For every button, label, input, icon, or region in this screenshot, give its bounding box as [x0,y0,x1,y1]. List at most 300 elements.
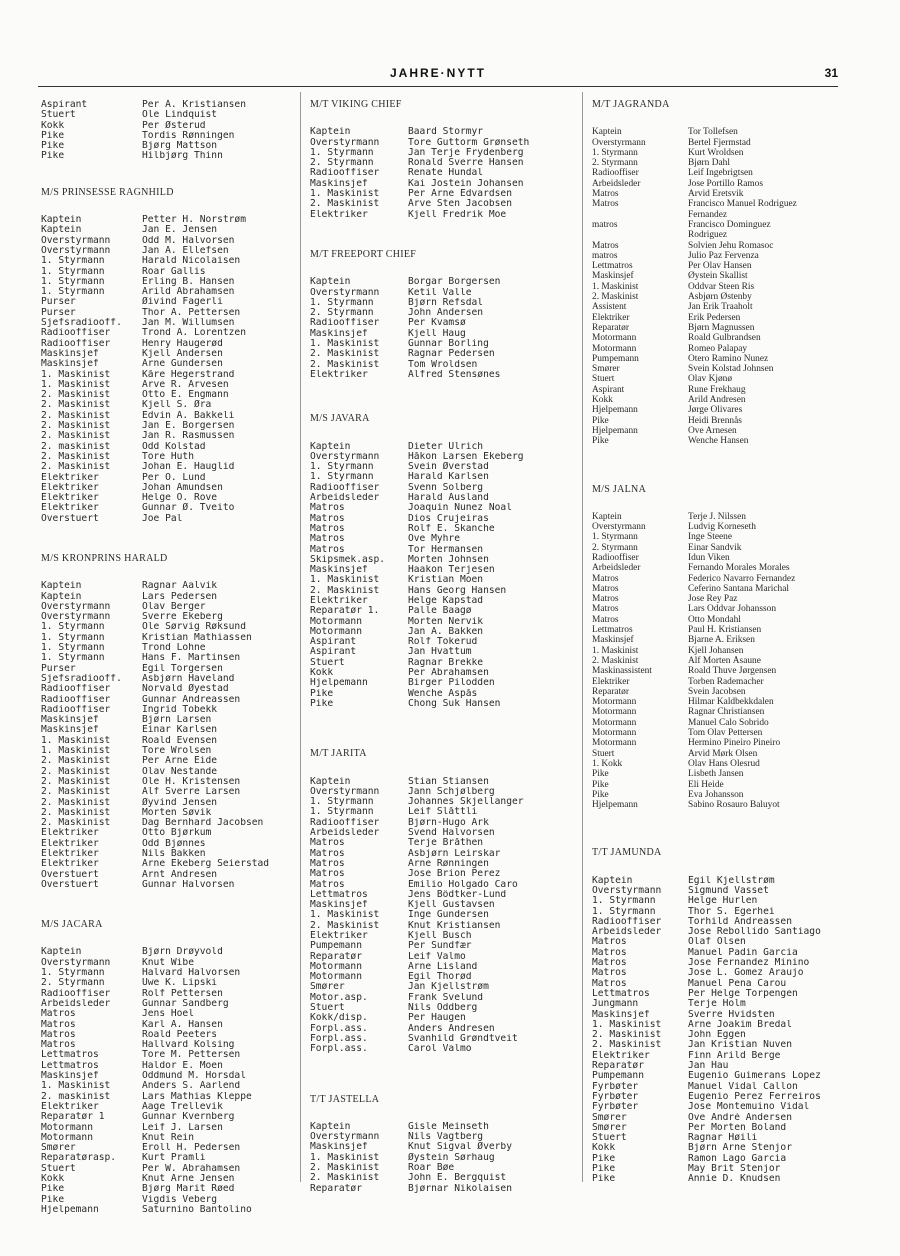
crew-rank: Kokk/disp. [310,1013,368,1024]
crew-row [592,405,842,415]
crew-name: Knut Wibe [142,957,194,968]
crew-name: Jan Hau [688,1061,729,1072]
crew-row [310,962,572,972]
crew-row [592,292,842,302]
crew-rank: Radiooffiser [310,817,380,828]
crew-row [592,958,842,968]
crew-row [41,359,291,369]
crew-name: Jose L. Gomez Araujo [688,968,804,979]
crew-row [592,886,842,896]
crew-name: Finn Arild Berge [688,1050,781,1061]
ship-name: M/T FREEPORT CHIEF [310,248,417,260]
crew-rank: Pumpemann [592,353,639,364]
crew-row [592,261,842,271]
crew-rank: Maskinsjef [592,271,634,282]
ship-section [41,188,291,524]
crew-rank: Motormann [41,1132,93,1143]
crew-name: Bjørn Arne Stenjor [688,1143,792,1154]
crew-row [41,1071,291,1081]
crew-rank: Matros [310,503,345,514]
crew-name: Annie D. Knudsen [688,1174,781,1185]
crew-name: Carol Valmo [408,1044,472,1055]
crew-name: Terje Holm [688,999,746,1010]
crew-row [310,777,572,787]
crew-rank: 1. Maskinist [310,910,380,921]
crew-name: Asbjørn Østenby [688,292,752,303]
crew-name: Fernando Morales Morales [688,563,790,574]
magazine-title: JAHRE·NYTT [389,66,486,80]
crew-row [310,689,572,699]
crew-rank: Radiooffiser [310,482,380,493]
crew-rank: Stuert [592,374,615,385]
crew-rank: 2. Maskinist [310,1163,380,1174]
crew-row [41,1102,291,1112]
crew-rank: Aspirant [592,384,625,395]
crew-row [592,241,842,251]
crew-row [41,798,291,808]
crew-rank: matros [592,219,618,230]
crew-row [41,267,291,277]
crew-row [310,575,572,585]
crew-row [592,646,842,656]
crew-row [41,503,291,513]
crew-row [310,699,572,709]
crew-row [592,522,842,532]
crew-name: Bjørg Marit Røed [142,1184,235,1195]
crew-rank: Elektriker [592,1050,650,1061]
crew-name: Olaf Olsen [688,937,746,948]
crew-rank: 2. Maskinist [41,766,111,777]
crew-rank: Motormann [592,738,637,749]
crew-name: Ove Arnesen [688,425,737,436]
crew-row [41,1164,291,1174]
crew-name: Hilmar Kaldbekkdalen [688,697,774,708]
crew-name: Per Kvamsø [408,318,466,329]
crew-row [592,220,842,230]
crew-name: Lars Oddvar Johansson [688,604,777,615]
crew-row [310,127,572,137]
crew-name: Tor Hermansen [408,544,484,555]
crew-name: Oddvar Steen Ris [688,281,755,292]
crew-rank: 2. Maskinist [310,359,380,370]
crew-rank: Arbeidsleder [592,178,641,189]
crew-rank: Matros [592,189,619,200]
crew-row [592,1102,842,1112]
crew-row [592,625,842,635]
crew-name: Bjørn Larsen [142,715,212,726]
crew-rank: 2. Styrmann [592,542,638,553]
crew-name: Tom Wroldsen [408,359,478,370]
crew-row [310,1132,572,1142]
crew-rank: Maskinsjef [310,565,368,576]
crew-row [41,612,291,622]
crew-name: Ragnar Pedersen [408,349,495,360]
crew-rank: 2. Maskinist [310,199,380,210]
crew-row [310,545,572,555]
crew-row [41,705,291,715]
crew-row [41,400,291,410]
crew-name: Dag Bernhard Jacobsen [142,818,264,829]
crew-name: Tordis Rønningen [142,130,235,141]
ship-section [310,100,572,220]
crew-row [592,594,842,604]
crew-name: Ragnar Høili [688,1133,758,1144]
crew-name: Kjell Johansen [688,645,744,656]
crew-rank: 1. Maskinist [310,339,380,350]
crew-name: Manuel Padin Garcia [688,947,798,958]
page-number: 31 [824,66,838,80]
crew-name: Gunnar Ø. Tveito [142,503,235,514]
crew-name: Roald Evensen [142,735,218,746]
crew-name: Bjørn Magnussen [688,322,755,333]
crew-name: Per Arne Edvardsen [408,189,512,200]
crew-rank: Reparatør 1 [41,1112,105,1123]
crew-name: Ove André Andersen [688,1112,792,1123]
crew-name: Uwe K. Lipski [142,978,218,989]
crew-row [41,870,291,880]
crew-row [310,972,572,982]
crew-rank: Fyrbøter [592,1091,639,1102]
crew-name: Sverre Hvidsten [688,1009,775,1020]
crew-rank: Matros [310,544,345,555]
crew-rank: Matros [310,879,345,890]
crew-name: Alfred Stensønes [408,369,501,380]
crew-row [592,1092,842,1102]
ship-section [592,848,842,1184]
crew-name: Egil Thorød [408,972,472,983]
crew-row [41,349,291,359]
crew-rank: Smører [592,1112,627,1123]
crew-row [41,297,291,307]
crew-rank: 1. Styrmann [310,297,374,308]
crew-rank: Smører [592,1122,627,1133]
crew-name: Jan E. Jensen [142,225,218,236]
crew-row [310,838,572,848]
crew-row [41,1040,291,1050]
crew-name: Kjell Busch [408,931,472,941]
crew-name: Øystein Sørhaug [408,1152,495,1163]
crew-row [41,643,291,653]
crew-row [41,308,291,318]
crew-rank: 2. maskinist [41,441,111,452]
crew-row [310,179,572,189]
crew-name: Johannes Skjellanger [408,797,524,808]
crew-name: John E. Bergquist [408,1173,507,1184]
crew-name: Egil Torgersen [142,663,223,674]
crew-rank: Stuert [592,748,615,759]
crew-row [592,1154,842,1164]
crew-name: May Brit Stenjor [688,1164,781,1175]
crew-name: Rodriguez [688,230,728,241]
crew-row [41,256,291,266]
crew-rank: Smører [310,982,345,993]
crew-rank: matros [592,250,618,261]
crew-rank: Pike [592,779,609,790]
crew-rank: Overstuert [41,513,99,524]
crew-row [310,189,572,199]
crew-rank: Pumpemann [310,941,362,952]
crew-rank: Radiooffiser [41,988,111,999]
crew-row [41,958,291,968]
crew-rank: Motormann [592,707,637,718]
crew-name: Norvald Øyestad [142,684,229,695]
crew-name: Per Morten Boland [688,1122,787,1133]
crew-row [310,534,572,544]
crew-row [592,604,842,614]
crew-row [592,896,842,906]
crew-name: Gunnar Halvorsen [142,879,235,890]
crew-rank: 1. Styrmann [41,256,105,267]
crew-row [41,828,291,838]
crew-row [310,952,572,962]
crew-row [310,849,572,859]
crew-name: Birger Pilodden [408,678,495,689]
crew-row [592,718,842,728]
crew-row [310,503,572,513]
crew-name: Anders Andresen [408,1023,495,1034]
crew-name: Frank Svelund [408,992,484,1003]
crew-rank: Kokk [592,395,613,406]
crew-name: Henry Haugerød [142,338,223,349]
crew-name: Ole Lindquist [142,110,218,121]
crew-rank: Lettmatros [592,261,633,272]
crew-rank [592,230,688,240]
crew-row [592,999,842,1009]
crew-row [41,736,291,746]
crew-name: Roar Gallis [142,266,206,277]
crew-rank: Pike [592,769,609,780]
crew-rank: Matros [41,1029,76,1040]
crew-row [592,1061,842,1071]
crew-name: Rolf Tokerud [408,637,478,648]
crew-name: Tom Olav Pettersen [688,728,763,739]
crew-rank: 2. Styrmann [592,158,638,169]
crew-name: Arvid Eretsvik [688,189,744,200]
crew-name: Ole Sørvig Røksund [142,622,246,633]
crew-rank: 1. Styrmann [41,276,105,287]
crew-rank: 1. Styrmann [41,287,105,298]
crew-rank: Lettmatros [41,1060,99,1071]
crew-rank: Matros [592,978,627,989]
crew-rank: Reparatør [310,1183,362,1194]
crew-rank: Pike [592,1153,616,1164]
crew-rank: Maskinsjef [41,1071,99,1082]
crew-name: Asbjørn Leirskar [408,848,501,859]
crew-row [41,100,291,110]
crew-rank: 2. Maskinist [310,349,380,360]
crew-rank: Matros [310,869,345,880]
crew-rank: Matros [592,937,627,948]
crew-name: Bjarne A. Eriksen [688,635,755,646]
crew-row [592,1123,842,1133]
crew-name: Leif Slåttli [408,807,478,818]
crew-row [41,1050,291,1060]
crew-rank: Motormann [310,626,362,637]
crew-name: Francisco Dominguez [688,219,771,230]
crew-rank: Maskinsjef [310,178,368,189]
crew-row [310,818,572,828]
crew-name: Borgar Borgersen [408,277,501,288]
crew-rank: Motormann [592,333,637,344]
crew-row [310,828,572,838]
crew-row [592,687,842,697]
crew-rank: 1. Maskinist [41,379,111,390]
crew-name: Øystein Skallist [688,271,748,282]
crew-row [592,271,842,281]
crew-name: Jørge Olivares [688,405,743,416]
crew-row [592,127,842,137]
crew-rank: Pike [41,141,65,152]
crew-row [41,215,291,225]
crew-name: Otto Mondahl [688,614,741,625]
crew-name: Svend Halvorsen [408,828,495,839]
crew-name: Sverre Ekeberg [142,612,223,623]
crew-row [592,948,842,958]
crew-name: Ragnar Christiansen [688,707,765,718]
crew-name: Ketil Valle [408,287,472,298]
crew-name: Erling B. Hansen [142,276,235,287]
crew-row [41,592,291,602]
crew-name: Petter H. Norstrøm [142,215,246,226]
crew-name: Helge Kapstad [408,595,484,606]
crew-row [41,633,291,643]
crew-name: Kjell S. Øra [142,400,212,411]
crew-rank: 2. Maskinist [592,1030,662,1041]
crew-rank: Matros [592,199,619,210]
crew-row [41,411,291,421]
crew-row [592,907,842,917]
crew-name: Olav Berger [142,601,206,612]
crew-name: Bjørn-Hugo Ark [408,817,489,828]
crew-rank: Arbeidsleder [310,493,380,504]
crew-name: John Eggen [688,1030,746,1041]
crew-name: Bjørn Drøyvold [142,947,223,958]
crew-name: Per Helge Torpengen [688,988,798,999]
crew-rank: Smører [41,1143,76,1154]
crew-row [592,759,842,769]
crew-name: Per O. Lund [142,472,206,483]
crew-name: Jan A. Bakken [408,626,484,637]
ship-name: T/T JASTELLA [310,1093,380,1105]
ship-section [41,554,291,890]
crew-row [41,246,291,256]
crew-rank [592,210,688,220]
crew-row [592,1071,842,1081]
crew-rank: Pike [592,415,609,426]
crew-row [41,370,291,380]
crew-rank: Pike [41,151,65,162]
crew-name: Aage Trellevik [142,1101,223,1112]
crew-row [310,370,572,380]
crew-rank: Sjefsradiooff. [41,673,122,684]
crew-row [310,329,572,339]
crew-row [41,442,291,452]
crew-name: Odd Kolstad [142,441,206,452]
crew-rank: Kaptein [592,875,633,886]
crew-name: Otto E. Engmann [142,390,229,401]
crew-rank: Overstyrmann [310,1132,380,1143]
crew-name: Knut Arne Jensen [142,1174,235,1185]
crew-name: Ramon Lago Garcia [688,1153,787,1164]
crew-rank: Matros [592,614,619,625]
crew-name: Anders S. Aarlend [142,1081,241,1092]
crew-name: Bjørn Refsdal [408,297,484,308]
crew-rank: Pike [310,698,334,709]
crew-row [310,1003,572,1013]
crew-row [592,436,842,446]
crew-name: Solvien Jehu Romasoc [688,240,774,251]
crew-row [592,543,842,553]
crew-name: Oddmund M. Horsdal [142,1071,246,1082]
crew-name: Hilbjørg Thinn [142,151,223,162]
crew-row [41,880,291,890]
crew-row [310,859,572,869]
crew-name: Jan R. Rasmussen [142,431,235,442]
crew-name: Kai Jostein Johansen [408,178,524,189]
crew-rank: Kaptein [41,591,82,602]
crew-name: Palle Baagø [408,606,472,617]
crew-rank: Forpl.ass. [310,1033,368,1044]
crew-name: Jan Kjellstrøm [408,982,489,993]
crew-name: Jan Terje Frydenberg [408,147,524,158]
crew-row [310,880,572,890]
crew-name: Arild Abrahamsen [142,287,235,298]
crew-row [592,876,842,886]
crew-row [41,287,291,297]
crew-rank: 2. maskinist [41,1091,111,1102]
crew-name: Ole H. Kristensen [142,776,241,787]
crew-name: Alf Morten Åsaune [688,655,761,666]
crew-name: Arne Lisland [408,961,478,972]
crew-rank: Pike [592,789,609,800]
crew-name: Morten Nervik [408,616,484,627]
crew-rank: Arbeidsleder [592,927,662,938]
crew-name: Kurt Wroldsen [688,147,744,158]
crew-rank: Pike [592,436,609,447]
crew-row [592,179,842,189]
crew-row [310,1173,572,1183]
crew-row [41,581,291,591]
crew-rank: 2. Maskinist [41,807,111,818]
crew-name: Fernandez [688,209,728,220]
crew-name: Gisle Meinseth [408,1121,489,1132]
crew-rank: 2. Maskinist [41,462,111,473]
crew-name: Kåre Hegerstrand [142,369,235,380]
crew-name: Wenche Hansen [688,436,749,447]
crew-name: Arild Andresen [688,395,746,406]
crew-name: Arne Gundersen [142,359,223,370]
crew-row [41,1030,291,1040]
crew-row [592,354,842,364]
crew-row [592,800,842,810]
crew-name: Jose Montemuino Vidal [688,1102,810,1113]
crew-row [592,364,842,374]
crew-row [592,968,842,978]
crew-name: Joaquin Nunez Noal [408,503,512,514]
crew-row [310,941,572,951]
crew-row [592,937,842,947]
crew-row [41,277,291,287]
crew-row [592,666,842,676]
crew-row [592,1040,842,1050]
crew-rank: Overstyrmann [41,601,111,612]
crew-row [41,859,291,869]
column-1 [41,100,291,1215]
crew-name: Kjell Fredrik Moe [408,209,507,220]
crew-rank: Matros [310,513,345,524]
crew-name: Chong Suk Hansen [408,698,501,709]
crew-name: Einar Sandvik [688,542,742,553]
